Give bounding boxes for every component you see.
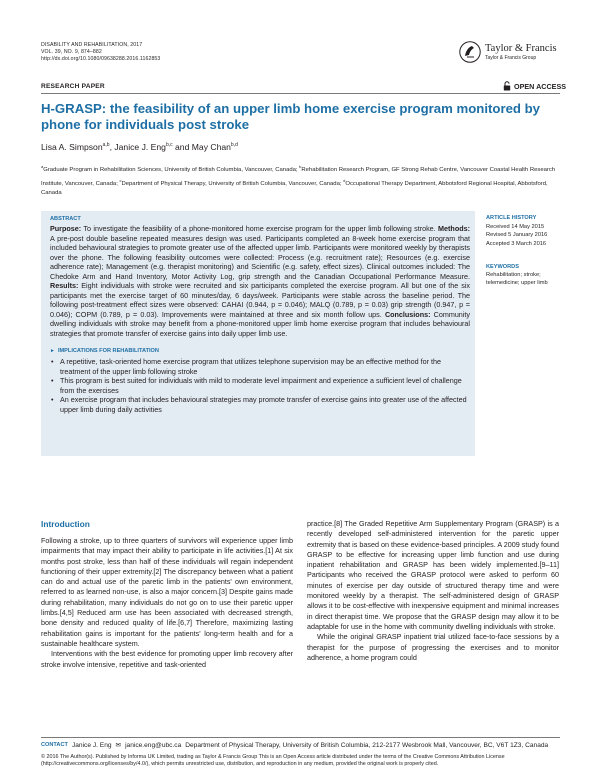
- author-affil-sup: a,b: [102, 142, 110, 149]
- contact-line: [41, 741, 548, 749]
- journal-doi[interactable]: http://dx.doi.org/10.1080/09638288.2016.1162853: [41, 56, 161, 63]
- article-type: RESEARCH PAPER: [41, 83, 105, 90]
- affiliation: Department of Physical Therapy, University of British Columbia, Vancouver, Canada;: [121, 180, 344, 187]
- header-divider: [41, 93, 560, 94]
- journal-header: [41, 42, 160, 64]
- list-item: • A repetitive, task-oriented home exercise program that utilizes telephone supervision may be an effective method for the treatment of the upper limb following stroke: [50, 357, 470, 376]
- received-date: Received 14 May 2015: [486, 223, 545, 230]
- paragraph: While the original GRASP inpatient trial utilized face-to-face sessions by a therapist for the purpose of progressing the exercises and to monitor adherence, a home program could: [307, 632, 559, 662]
- implications-list: [50, 357, 470, 414]
- list-item: • This program is best suited for individuals with mild to moderate level impairment and experience a sufficient level of challenge from the exercises: [50, 376, 470, 395]
- author-affil-sup: b,c: [165, 142, 173, 149]
- author-name: Lisa A. Simpson: [41, 142, 103, 152]
- contact-address: Department of Physical Therapy, University of British Columbia, 212-2177 Wesbrook Mall, Vancouver, BC, V6T 1Z3, Canada: [185, 741, 549, 749]
- keywords: [486, 263, 572, 288]
- affiliation: Graduate Program in Rehabilitation Sciences, University of British Columbia, Vancouver, Canada;: [43, 166, 300, 173]
- journal-volume: VOL. 39, NO. 9, 874–882: [41, 49, 102, 56]
- accepted-date: Accepted 3 March 2016: [486, 240, 547, 247]
- journal-name: DISABILITY AND REHABILITATION, 2017: [41, 42, 143, 48]
- abstract-box: [41, 211, 475, 456]
- article-history-heading: ARTICLE HISTORY: [486, 215, 537, 221]
- paragraph: Following a stroke, up to three quarters of survivors will experience upper limb impairments that may impact their ability to participate in life activities.[1] At six months post stroke, less than half of these individuals will regain independent functioning of their upper extremity.[2] The discrepancy between what a patient can do and actual use of the paretic limb in the patients' own environment, referred to as learned non-use, is also a major concern.[3] Despite gains made during rehabilitation, many individuals do not go on to use their paretic upper limbs.[4,5] Reduced arm use has been associated with decreased strength, bone density and reduced quality of life.[6,7] Therefore, maximizing lasting rehabilitation gains is important for the patients' long-term health and for a sustainable healthcare system.: [41, 536, 293, 648]
- author-name: May Chan: [191, 142, 231, 152]
- copyright-notice: © 2016 The Author(s). Published by Informa UK Limited, trading as Taylor & Francis Group This is an Open Access article distributed under the terms of the Creative Commons Attribution License (http://creativecommons.org/licenses/by/4.0/), which permits unrestricted use, distribution, and reproduction in any medium, provided the original work is properly cited.: [41, 754, 505, 768]
- taylor-francis-logo-icon: [459, 41, 481, 63]
- affiliation: Rehabilitation Research Program, GF Strong Rehab Centre, Vancouver Coastal Health Research Institute, Vancouver, Canada;: [41, 166, 556, 187]
- author-affil-sup: b,d: [230, 142, 238, 149]
- keywords-heading: KEYWORDS: [486, 264, 519, 270]
- publisher-name: Taylor & Francis: [485, 43, 557, 54]
- author-name: Janice J. Eng: [114, 142, 166, 152]
- open-access-badge[interactable]: [503, 81, 566, 91]
- footer-divider: [41, 737, 560, 738]
- arrow-right-icon: ►: [50, 348, 55, 354]
- contact-email[interactable]: janice.eng@ubc.ca: [125, 741, 182, 749]
- keywords-text: Rehabilitation; stroke; telemedicine; upper limb: [486, 272, 548, 287]
- affiliations: $^a$Graduate Program in Rehabilitation Sciences, University of British Columbia, Vancouver, Canada; $^b$Rehabilitation Research Program, GF Strong Rehab Centre, Vancouver Coastal Health Research Institute, Vancouver, Canada; $^c$Department of Physical Therapy, University of British Columbia, Vancouver, Canada; $^d$Occupational Therapy Department, Abbotsford Regional Hospital, Abbotsford, Canada: [41, 164, 556, 197]
- contact-name: Janice J. Eng: [71, 741, 112, 749]
- implications-heading: ► IMPLICATIONS FOR REHABILITATION: [50, 348, 159, 354]
- email-icon: ✉: [115, 742, 122, 749]
- open-lock-icon: [503, 81, 511, 91]
- paragraph: Interventions with the best evidence for promoting upper limb recovery after stroke involve intensive, repetitive and task-oriented: [41, 649, 293, 669]
- contact-label: CONTACT: [41, 742, 68, 748]
- list-item: • An exercise program that includes behavioural strategies may promote transfer of exercise gains into greater use of the affected upper limb during daily activities: [50, 395, 470, 414]
- article-history: [486, 214, 576, 248]
- publisher-logo[interactable]: [459, 40, 569, 66]
- abstract-heading: ABSTRACT: [50, 216, 81, 222]
- open-access-label: OPEN ACCESS: [514, 81, 567, 91]
- author-list: Lisa A. Simpson$^{a,b}$, Janice J. Eng$^{b,c}$ and May Chan$^{b,d}$: [41, 142, 238, 152]
- page-title: H-GRASP: the feasibility of an upper limb home exercise program monitored by phone for individuals post stroke: [41, 101, 541, 132]
- introduction-heading: Introduction: [41, 519, 90, 529]
- affiliation: Occupational Therapy Department, Abbotsford Regional Hospital, Abbotsford, Canada: [41, 180, 548, 197]
- body-column-right: [307, 519, 559, 663]
- body-column-left: [41, 536, 293, 670]
- publisher-group: Taylor & Francis Group: [485, 55, 537, 61]
- revised-date: Revised 5 January 2016: [486, 232, 548, 239]
- paragraph: practice.[8] The Graded Repetitive Arm Supplementary Program (GRASP) is a recently developed self-administered intervention for the paretic upper extremity that is based on these evidence-based principles. A 2009 study found GRASP to be effective for increasing upper limb function and use during inpatient rehabilitation and GRASP has been widely implemented.[9–11] Participants who received the GRASP protocol were asked to perform 60 minutes of exercise per day outside of structured therapy time and were monitored weekly by a therapist. The self-administered design of GRASP allows it to be cost-effective with inexpensive equipment and minimal increases in direct therapist time. We propose that the GRASP design may allow it to be adaptable for use in the home with community dwelling individuals with stroke.: [307, 519, 559, 631]
- abstract-text: Purpose: To investigate the feasibility of a phone-monitored home exercise program for the upper limb following stroke. Methods: A pre-post double baseline repeated measures design was used. Participants completed an 8-week home exercise program that included behavioural strategies to promote greater use of the affected upper limb. Participants were monitored weekly by therapists over the phone. The following feasibility outcomes were collected: Process (e.g. recruitment rate); Resources (e.g. exercise adherence rate); Management (e.g. therapist monitoring) and Scientific (e.g. safety, effect sizes). Clinical outcomes included: The Chedoke Arm and Hand Inventory, Motor Activity Log, grip strength and the Canadian Occupational Performance Measure. Results: Eight individuals with stroke were recruited and six participants completed the exercise program. All but one of the six participants met the exercise target of 60 minutes/day, 6 days/week. Participants were stable across the baseline period. The following post-treatment effect sizes were observed: CAHAI (0.944, p = 0.046); MALQ (0.789, p = 0.03) grip strength (0.947, p = 0.046); COPM (0.789, p = 0.03). Improvements were maintained at three and six month follow ups. Conclusions: Community dwelling individuals with stroke may benefit from a phone-monitored upper limb home exercise program that includes behavioural strategies that promote transfer of exercise gains into daily upper limb use.: [50, 224, 470, 338]
